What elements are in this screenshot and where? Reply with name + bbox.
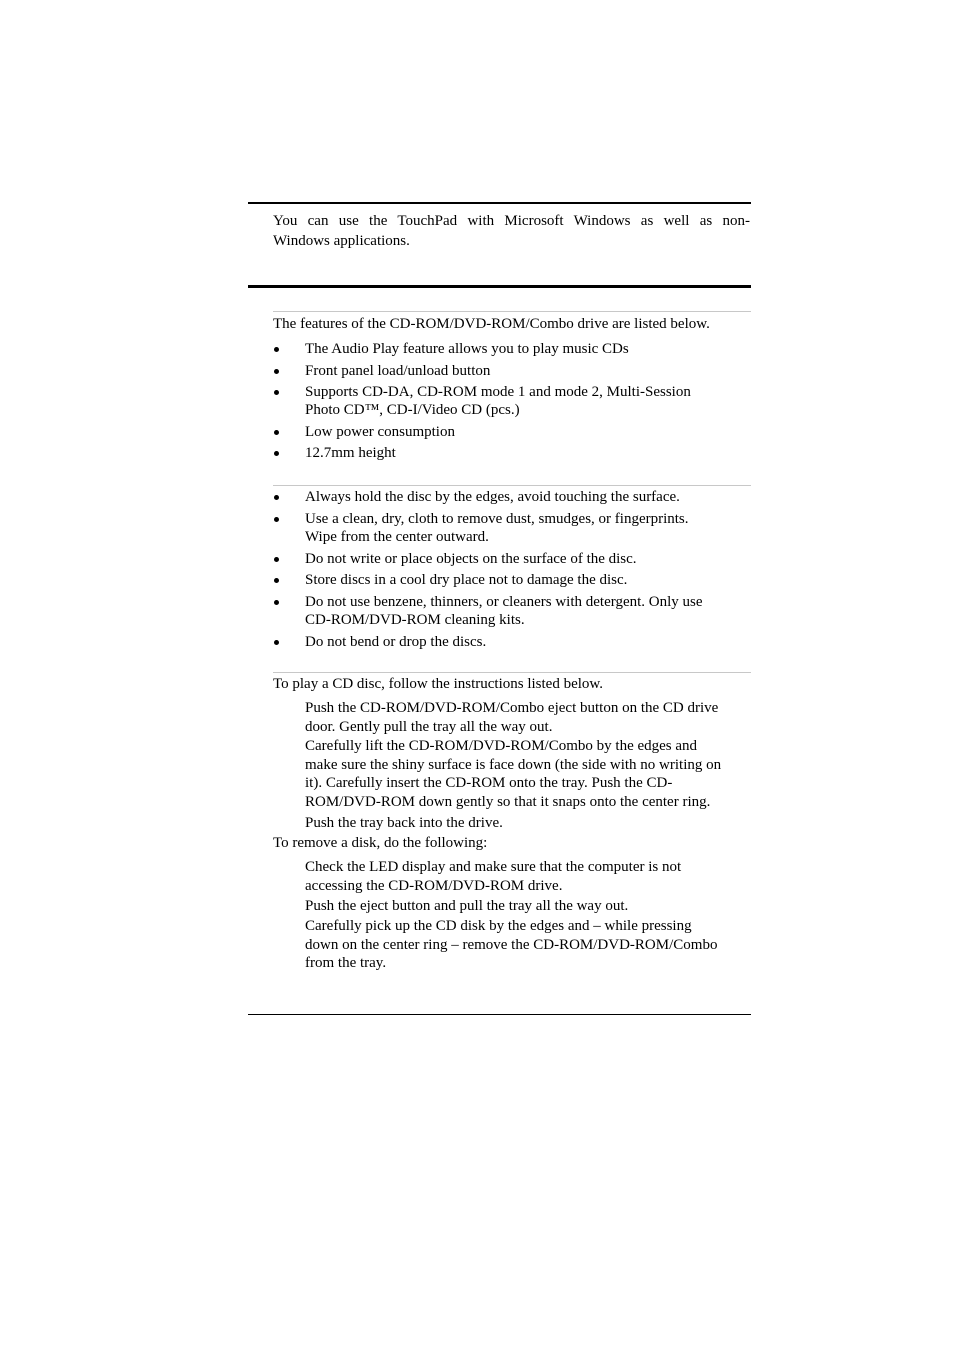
play-step-1: Push the CD-ROM/DVD-ROM/Combo eject button on the CD drive door. Gently pull the tray all the way out. — [305, 700, 719, 735]
remove-step-2: Push the eject button and pull the tray all the way out. — [305, 898, 629, 914]
play-step-3: Push the tray back into the drive. — [305, 815, 503, 831]
remove-step-1: Check the LED display and make sure that the computer is not accessing the CD-ROM/DVD-ROM drive. — [305, 859, 682, 894]
play-step-2: Carefully lift the CD-ROM/DVD-ROM/Combo by the edges and make sure the shiny surface is face down (the side with no writing on it). Carefully insert the CD-ROM onto the tray. Push the CD- ROM/DVD-ROM down gently so that it snaps onto the center ring. — [305, 738, 722, 810]
bottom-rule — [248, 1014, 751, 1015]
touchpad-paragraph-line2: Windows applications. — [273, 233, 410, 249]
document-page: You can use the TouchPad with Microsoft Windows as well as non- Windows applications. The features of the CD-ROM/DVD-ROM/Combo drive are listed below. The Audio Play feature allows you to play music CDs Front panel load/unload button Supports CD-DA, CD-ROM mode 1 and mode 2, Multi-Session Photo CD™, CD-I/Video CD (pcs.) Low power consumption 12.7mm height Always hold the disc by the edges, avoid touching the surface. Use a clean, dry, cloth to remove dust, smudges, or fingerprints. Wipe from the center outward. Do not write or place objects on the surface of the disc. Store discs in a cool dry place not to damage the disc. Do not use benzene, thinners, or cleaners with detergent. Only use CD-ROM/DVD-ROM cleaning kits. Do not bend or drop the discs. To play a CD disc, follow the instructions listed below. Push the CD-ROM/DVD-ROM/Combo eject button on the CD drive door. Gently pull the tray all the way out. Carefully lift the CD-ROM/DVD-ROM/Combo by the edges and make sure the shiny surface is face down (the side with no writing on it). Carefully insert the CD-ROM onto the tray. Push the CD- ROM/DVD-ROM down gently so that it snaps onto the center ring. Push the tray back into the drive. To remove a disk, do the following: Check the LED display and make sure that the computer is not accessing the CD-ROM/DVD-ROM drive. Push the eject button and pull the tray all the way out. Carefully pick up the CD disk by the edges and – while pressing down on the center ring – remove the CD-ROM/DVD-ROM/Combo from the tray. — [0, 0, 954, 1351]
top-rule — [248, 202, 751, 204]
subsection-rule-features — [273, 311, 751, 312]
touchpad-paragraph-line1: You can use the TouchPad with Microsoft Windows as well as non- — [273, 213, 750, 229]
play-intro: To play a CD disc, follow the instructions listed below. — [273, 676, 604, 692]
subsection-rule-play — [273, 672, 751, 673]
section-rule — [248, 285, 751, 288]
subsection-rule-care — [273, 485, 751, 486]
remove-step-3: Carefully pick up the CD disk by the edges and – while pressing down on the center ring – remove the CD-ROM/DVD-ROM/Combo from the tray. — [305, 918, 718, 971]
features-intro: The features of the CD-ROM/DVD-ROM/Combo drive are listed below. — [273, 316, 710, 332]
remove-intro: To remove a disk, do the following: — [273, 835, 488, 851]
